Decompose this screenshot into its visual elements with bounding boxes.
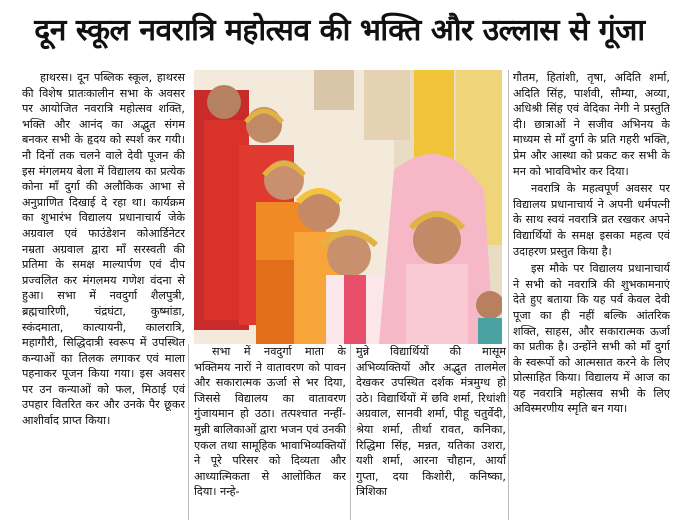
column4-paragraph-1: गौतम, हितांशी, तृषा, अदिति शर्मा, अदिति सिंह, पार्शवी, सौम्या, अव्या, अधिश्री सिंह एवं वेदिका नेगी ने प्रस्तुति दी। छात्राओं ने सजीव अभिनय के माध्यम से माँ दुर्गा के प्रति गहरी भक्ति, प्रेम और आस्था को प्रकट कर सभी के मन को भावविभोर कर दिया।	[513, 71, 670, 178]
column-divider	[350, 344, 351, 520]
event-photo	[194, 70, 502, 344]
column-divider	[508, 70, 509, 520]
column2-paragraph: सभा में नवदुर्गा माता के भक्तिमय नारों ने वातावरण को पावन और सकारात्मक ऊर्जा से भर दिया, जिससे विद्यालय का वातावरण गुंजायमान हो उठा। तत्पश्चात नन्हीं-मुन्नी बालिकाओं द्वारा भजन एवं उनकी एकल तथा सामूहिक भावाभिव्यक्तियों ने पूरे परिसर को दिव्यता और आध्यात्मिकता से आलोकित कर दिया। नन्हे-	[194, 345, 346, 499]
column1-paragraph: हाथरस। दून पब्लिक स्कूल, हाथरस की विशेष प्रातःकालीन सभा के अवसर पर आयोजित नवरात्रि महोत्सव शक्ति, भक्ति और आनंद का अद्भुत संगम बनकर सभी के हृदय को स्पर्श कर गयी। नौ दिनों तक चलने वाले देवी पूजन की इस मंगलमय बेला में विद्यालय का प्रत्येक कोना माँ दुर्गा की अलौकिक आभा से अनुप्राणित दिखाई दे रहा था। कार्यक्रम का शुभारंभ विद्यालय प्रधानाचार्य जेके अग्रवाल एवं फाउंडेशन कोआर्डिनेटर नम्रता अग्रवाल द्वारा माँ सरस्वती की प्रतिमा के समक्ष माल्यार्पण एवं दीप प्रज्वलित कर मंगलमय गणेश वंदना से हुआ। सभा में नवदुर्गा शैलपुत्री, ब्रह्मचारिणी, चंद्रघंटा, कुष्मांडा, स्कंदमाता, कात्यायनी, कालरात्रि, महागौरी, सिद्धिदात्री स्वरूप में उपस्थित कन्याओं का तिलक लगाकर एवं माला पहनाकर पूजन किया गया। इस अवसर पर उन कन्याओं को फल, मिठाई एवं उपहार वितरित कर और उनके पैर छूकर आशीर्वाद प्राप्त किया।	[22, 71, 185, 428]
article-column-2	[194, 344, 346, 520]
article-column-3	[356, 344, 506, 520]
article-column-1	[22, 70, 185, 518]
headline: दून स्कूल नवरात्रि महोत्सव की भक्ति और उल्लास से गूंजा	[34, 13, 645, 48]
column3-paragraph: मुन्ने विद्यार्थियों की मासूम अभिव्यक्तियों और अद्भुत तालमेल देखकर उपस्थित दर्शक मंत्रमुग्ध हो उठे। विद्यार्थियों में छवि शर्मा, रिधांशी अग्रवाल, सानवी शर्मा, पीहू चतुर्वेदी, श्रेया शर्मा, तीर्था रावत, कनिका, रिद्धिमा सिंह, मन्नत, यतिका उशरा, यशी शर्मा, आरना चौहान, आर्या गुप्ता, दया किशोरी, कनिष्का, त्रिशिका	[356, 345, 506, 499]
column4-paragraph-3: इस मौके पर विद्यालय प्रधानाचार्य ने सभी को नवरात्रि की शुभकामनाएं देते हुए बताया कि यह पर्व केवल देवी पूजा का ही नहीं बल्कि आंतरिक शक्ति, साहस, और सकारात्मक ऊर्जा का प्रतीक है। उन्होंने सभी को माँ दुर्गा के स्वरूपों को आत्मसात करने के लिए प्रोत्साहित किया। विद्यालय में आज का यह नवरात्रि महोत्सव सभी के लिए अविस्मरणीय स्मृति बन गया।	[513, 262, 670, 416]
column-divider	[188, 344, 189, 520]
article-column-4	[513, 70, 670, 520]
column4-paragraph-2: नवरात्रि के महत्वपूर्ण अवसर पर विद्यालय प्रधानाचार्य ने अपनी धर्मपत्नी के साथ स्वयं नवरात्रि व्रत रखकर अपने विद्यार्थियों के समक्ष इसका महत्व एवं उदाहरण प्रस्तुत किया है।	[513, 182, 670, 258]
